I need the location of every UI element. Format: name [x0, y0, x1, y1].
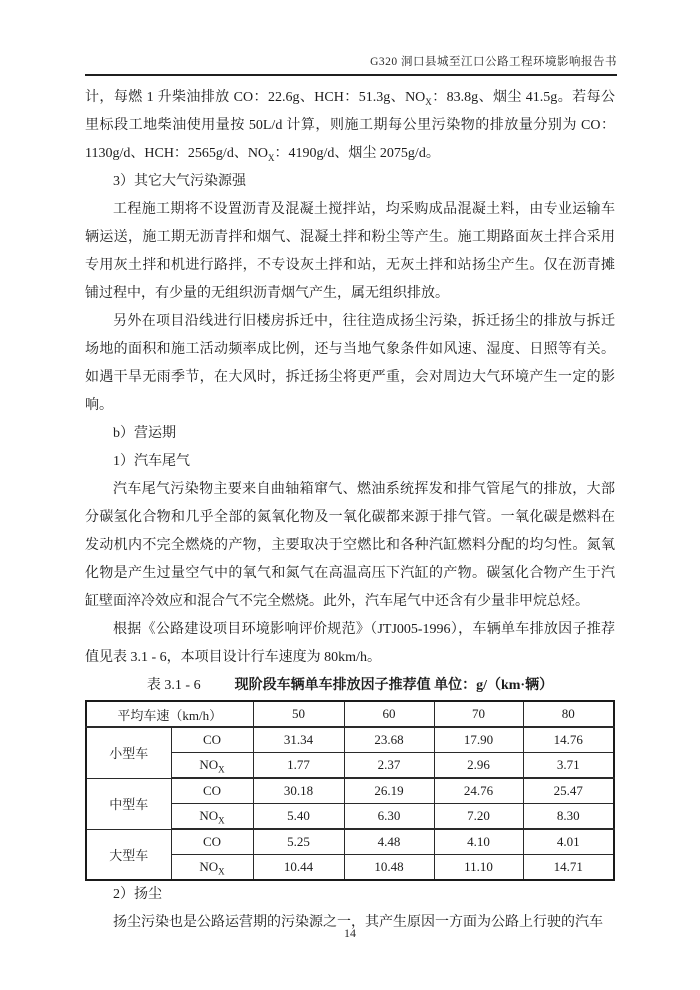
table-row-small-co — [86, 727, 614, 753]
speed-value-cell: 80 — [523, 701, 614, 727]
speed-value-cell: 50 — [253, 701, 344, 727]
pollutant-base: NO — [199, 808, 219, 823]
vehicle-type-cell: 小型车 — [86, 727, 171, 778]
value-cell: 7.20 — [434, 804, 523, 830]
pollutant-base: NO — [199, 859, 219, 874]
value-cell: 11.10 — [434, 855, 523, 881]
pollutant-cell: CO — [171, 727, 253, 753]
subscript-x: X — [218, 866, 225, 877]
value-cell: 6.30 — [344, 804, 434, 830]
heading-other-pollution-sources: 3）其它大气污染源强 — [113, 174, 246, 189]
avg-speed-label-cell: 平均车速（km/h） — [86, 701, 253, 727]
vehicle-type-cell: 中型车 — [86, 778, 171, 829]
paragraph-dust-intro: 扬尘污染也是公路运营期的污染源之一，其产生原因一方面为公路上行驶的汽车 — [113, 915, 603, 930]
text-segment: ：83.8g、烟尘 41.5g。若每公里标段工地柴油使用量按 50L/d 计算，则施工期每公里污染物的排放量分别为 CO：1130g/d、HCH：2565g/d、NO — [85, 90, 616, 161]
subscript-x: X — [218, 764, 225, 775]
table-caption — [85, 672, 615, 700]
value-cell: 26.19 — [344, 778, 434, 804]
speed-value-cell: 60 — [344, 701, 434, 727]
heading-vehicle-exhaust: 1）汽车尾气 — [113, 454, 190, 469]
value-cell: 10.48 — [344, 855, 434, 881]
value-cell: 8.30 — [523, 804, 614, 830]
page-content — [85, 84, 615, 937]
value-cell: 4.48 — [344, 829, 434, 855]
pollutant-cell — [171, 753, 253, 779]
table-caption-title: 现阶段车辆单车排放因子推荐值 单位：g/（km·辆） — [234, 678, 554, 693]
value-cell: 31.34 — [253, 727, 344, 753]
value-cell: 30.18 — [253, 778, 344, 804]
table-caption-label: 表 3.1 - 6 — [146, 678, 201, 693]
value-cell: 14.71 — [523, 855, 614, 881]
value-cell: 23.68 — [344, 727, 434, 753]
text-segment: 计，每燃 1 升柴油排放 CO：22.6g、HCH：51.3g、NO — [85, 90, 426, 105]
page-header — [85, 53, 617, 76]
paragraph-construction-mixing: 工程施工期将不设置沥青及混凝土搅拌站，均采购成品混凝土料，由专业运输车辆运送，施工期无沥青拌和烟气、混凝土拌和粉尘等产生。施工期路面灰土拌合采用专用灰土拌和机进行路拌，不专设灰土拌和站，无灰土拌和站扬尘产生。仅在沥青摊铺过程中，有少量的无组织沥青烟气产生，属无组织排放。 — [85, 202, 615, 301]
paragraph-diesel-emissions — [85, 84, 615, 168]
pollutant-cell — [171, 804, 253, 830]
value-cell: 25.47 — [523, 778, 614, 804]
table-row-medium-co — [86, 778, 614, 804]
heading-operation-period: b）营运期 — [113, 426, 176, 441]
pollutant-cell: CO — [171, 829, 253, 855]
value-cell: 17.90 — [434, 727, 523, 753]
table-row-large-co — [86, 829, 614, 855]
value-cell: 2.96 — [434, 753, 523, 779]
speed-value-cell: 70 — [434, 701, 523, 727]
value-cell: 14.76 — [523, 727, 614, 753]
heading-dust: 2）扬尘 — [113, 887, 162, 902]
pollutant-base: NO — [199, 757, 219, 772]
value-cell: 5.40 — [253, 804, 344, 830]
paragraph-exhaust-sources: 汽车尾气污染物主要来自曲轴箱窜气、燃油系统挥发和排气管尾气的排放，大部分碳氢化合物和几乎全部的氮氧化物及一氧化碳都来源于排气管。一氧化碳是燃料在发动机内不完全燃烧的产物，主要取决于空燃比和各种汽缸燃料分配的均匀性。氮氧化物是产生过量空气中的氧气和氮气在高温高压下汽缸的产物。碳氢化合物产生于汽缸壁面淬冷效应和混合气不完全燃烧。此外，汽车尾气中还含有少量非甲烷总烃。 — [85, 482, 615, 609]
pollutant-cell — [171, 855, 253, 881]
subscript-x: X — [425, 96, 432, 107]
value-cell: 5.25 — [253, 829, 344, 855]
header-title: G320 洞口县城至江口公路工程环境影响报告书 — [370, 56, 617, 68]
value-cell: 3.71 — [523, 753, 614, 779]
value-cell: 4.10 — [434, 829, 523, 855]
value-cell: 24.76 — [434, 778, 523, 804]
page-number: 14 — [344, 926, 356, 940]
value-cell: 2.37 — [344, 753, 434, 779]
table-header-row — [86, 701, 614, 727]
emission-factor-table — [85, 700, 615, 881]
paragraph-demolition-dust: 另外在项目沿线进行旧楼房拆迁中，往往造成扬尘污染，拆迁扬尘的排放与拆迁场地的面积和施工活动频率成比例，还与当地气象条件如风速、湿度、日照等有关。如遇干旱无雨季节，在大风时，拆迁扬尘将更严重，会对周边大气环境产生一定的影响。 — [85, 314, 615, 413]
paragraph-emission-standard: 根据《公路建设项目环境影响评价规范》（JTJ005-1996），车辆单车排放因子推荐值见表 3.1 - 6，本项目设计行车速度为 80km/h。 — [85, 622, 615, 665]
subscript-x: X — [218, 815, 225, 826]
text-segment: ：4190g/d、烟尘 2075g/d。 — [274, 146, 440, 161]
vehicle-type-cell: 大型车 — [86, 829, 171, 880]
pollutant-cell: CO — [171, 778, 253, 804]
value-cell: 4.01 — [523, 829, 614, 855]
subscript-x: X — [268, 152, 275, 163]
value-cell: 10.44 — [253, 855, 344, 881]
value-cell: 1.77 — [253, 753, 344, 779]
